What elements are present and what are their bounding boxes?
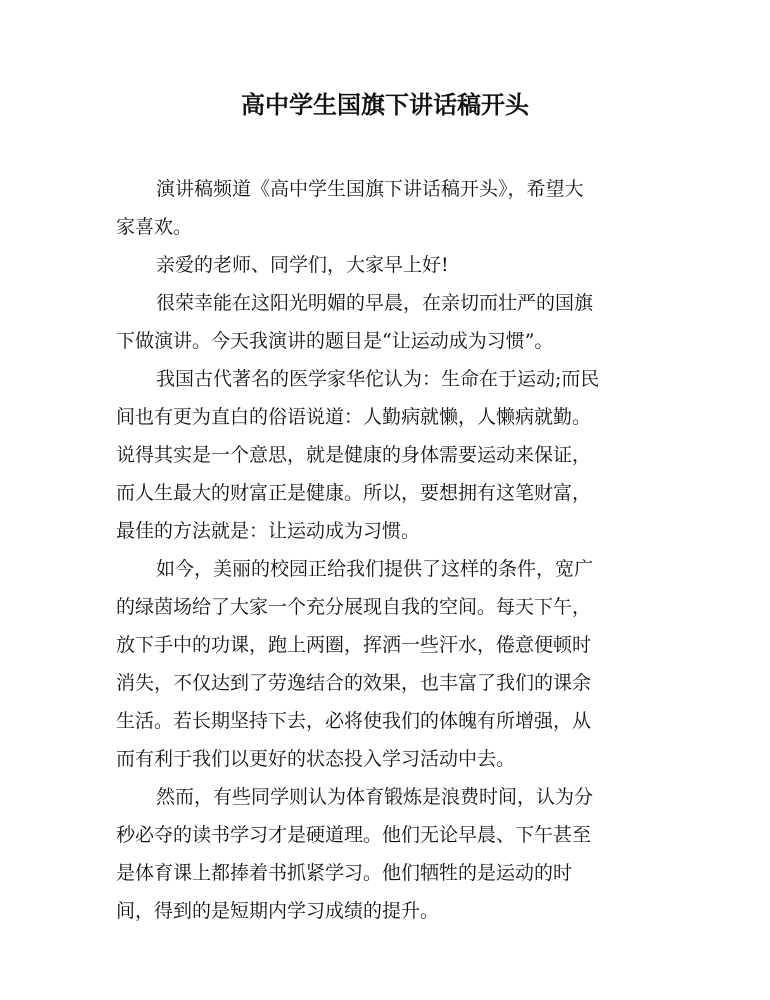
paragraph-line: 生活。若长期坚持下去，必将使我们的体魄有所增强，从 bbox=[116, 710, 592, 732]
paragraph-line: 亲爱的老师、同学们，大家早上好! bbox=[156, 254, 449, 276]
document-body bbox=[116, 170, 656, 930]
paragraph-line: 家喜欢。 bbox=[116, 216, 193, 238]
paragraph-line: 间，得到的是短期内学习成绩的提升。 bbox=[116, 900, 440, 922]
paragraph-line: 的绿茵场给了大家一个充分展现自我的空间。每天下午， bbox=[116, 596, 592, 618]
paragraph-line: 演讲稿频道《高中学生国旗下讲话稿开头》，希望大 bbox=[156, 178, 584, 200]
paragraph-line: 秒必夺的读书学习才是硬道理。他们无论早晨、下午甚至 bbox=[116, 824, 592, 846]
page-title: 高中学生国旗下讲话稿开头 bbox=[241, 91, 529, 119]
paragraph-huatuo bbox=[116, 360, 656, 550]
paragraph-intro bbox=[116, 170, 656, 246]
paragraph-line: 说得其实是一个意思，就是健康的身体需要运动来保证， bbox=[116, 444, 592, 466]
paragraph-line: 很荣幸能在这阳光明媚的早晨，在亲切而壮严的国旗 bbox=[156, 292, 594, 314]
paragraph-line: 是体育课上都捧着书抓紧学习。他们牺牲的是运动的时 bbox=[116, 862, 573, 884]
paragraph-line: 间也有更为直白的俗语说道：人勤病就懒，人懒病就勤。 bbox=[116, 406, 592, 428]
paragraph-line: 而人生最大的财富正是健康。所以，要想拥有这笔财富， bbox=[116, 482, 592, 504]
paragraph-campus bbox=[116, 550, 656, 778]
paragraph-topic bbox=[116, 284, 656, 360]
paragraph-line: 如今，美丽的校园正给我们提供了这样的条件，宽广 bbox=[156, 558, 594, 580]
paragraph-greeting bbox=[116, 246, 656, 284]
paragraph-line: 而有利于我们以更好的状态投入学习活动中去。 bbox=[116, 748, 516, 770]
paragraph-however bbox=[116, 778, 656, 930]
paragraph-line: 下做演讲。今天我演讲的题目是“让运动成为习惯”。 bbox=[116, 330, 554, 352]
paragraph-line: 放下手中的功课，跑上两圈，挥洒一些汗水，倦意便顿时 bbox=[116, 634, 592, 656]
paragraph-line: 我国古代著名的医学家华佗认为：生命在于运动;而民 bbox=[156, 368, 600, 390]
paragraph-line: 然而，有些同学则认为体育锻炼是浪费时间，认为分 bbox=[156, 786, 594, 808]
paragraph-line: 最佳的方法就是：让运动成为习惯。 bbox=[116, 520, 421, 542]
paragraph-line: 消失，不仅达到了劳逸结合的效果，也丰富了我们的课余 bbox=[116, 672, 592, 694]
